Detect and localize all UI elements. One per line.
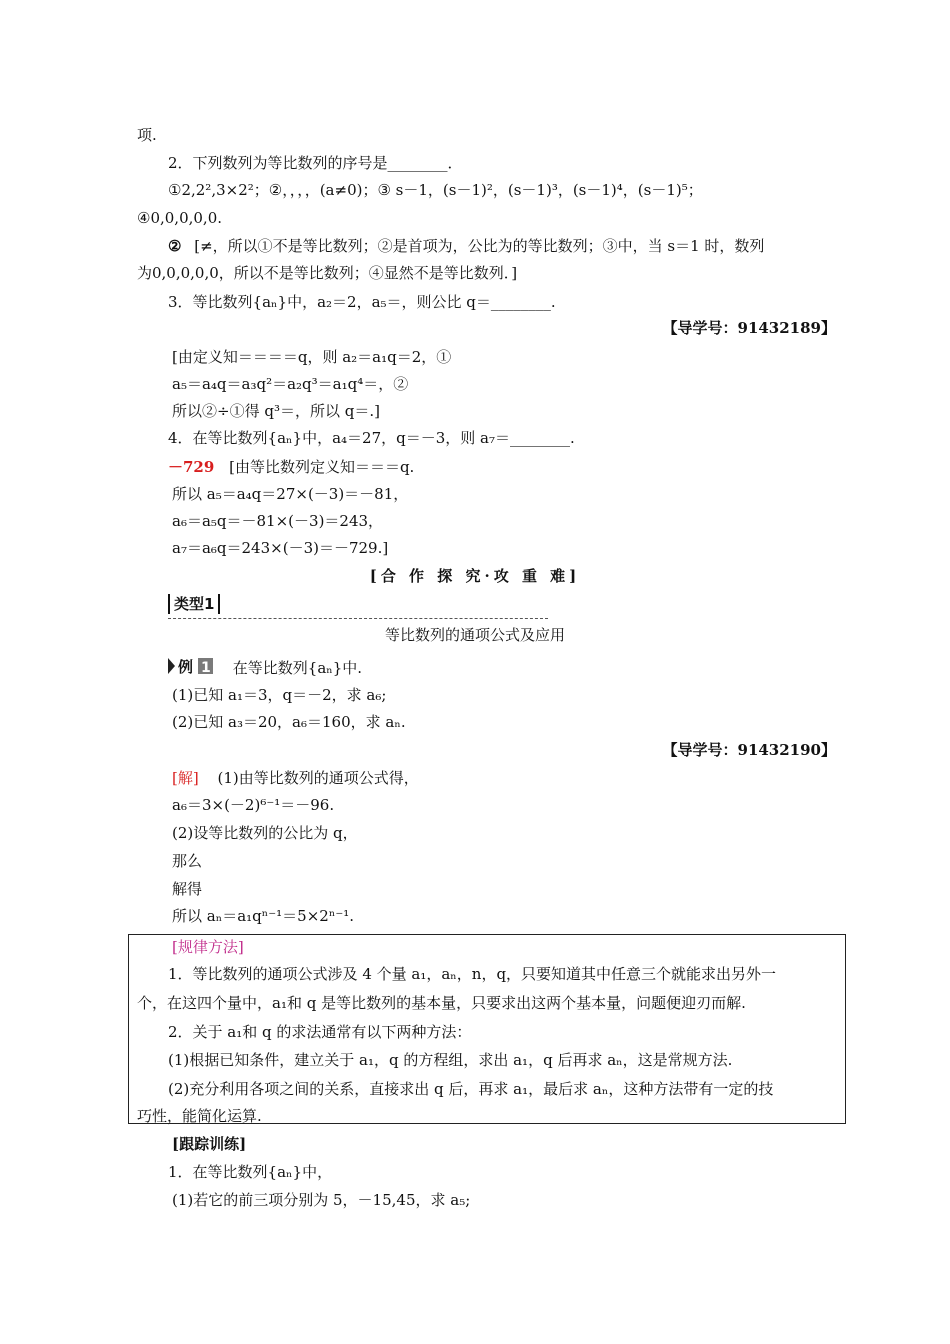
answer-4 xyxy=(168,457,414,477)
method-line6: 巧性，能简化运算. xyxy=(137,1107,262,1125)
question-4: 4．在等比数列{aₙ}中，a₄＝27，q＝－3，则 a₇＝________. xyxy=(168,429,575,447)
method-line3: 2．关于 a₁和 q 的求法通常有以下两种方法： xyxy=(168,1023,472,1041)
answer-2-cont: 为0,0,0,0,0，所以不是等比数列；④显然不是等比数列．] xyxy=(137,264,518,282)
example-part-2: (2)已知 a₃＝20，a₆＝160，求 aₙ. xyxy=(172,713,406,731)
method-tag: [规律方法] xyxy=(172,938,244,956)
method-line2: 个，在这四个量中，a₁和 q 是等比数列的基本量，只要求出这两个基本量，问题便迎刃而解. xyxy=(137,994,746,1012)
solution-line5: 解得 xyxy=(172,880,203,898)
type-title: 等比数列的通项公式及应用 xyxy=(384,626,565,644)
example-label: 例 xyxy=(178,658,194,676)
guide-number: 【导学号：91432190】 xyxy=(662,741,836,759)
method-line4: (1)根据已知条件，建立关于 a₁，q 的方程组，求出 a₁，q 后再求 aₙ，这是常规方法. xyxy=(168,1051,733,1069)
answer-2 xyxy=(168,236,764,256)
answer-explanation: [由等比数列定义知＝＝＝q. xyxy=(229,458,415,476)
answer-value: ② xyxy=(168,237,182,255)
example-number: 1 xyxy=(201,660,211,676)
answer-explanation: [≠，所以①不是等比数列；②是首项为，公比为的等比数列；③中，当 s＝1 时，数列 xyxy=(194,237,765,255)
solution-tag: [解] xyxy=(172,769,199,787)
method-line1: 1．等比数列的通项公式涉及 4 个量 a₁，aₙ，n，q，只要知道其中任意三个就能求出另外一 xyxy=(168,965,777,983)
answer-3-line3: 所以②÷①得 q³＝，所以 q＝.] xyxy=(172,402,380,420)
example-question: 在等比数列{aₙ}中. xyxy=(232,658,363,677)
solution-line2: a₆＝3×(－2)⁶⁻¹＝－96. xyxy=(172,796,335,814)
example-part-1: (1)已知 a₁＝3，q＝－2，求 a₆; xyxy=(172,686,387,704)
line-item: 项. xyxy=(137,126,157,144)
answer-4-line2: 所以 a₅＝a₄q＝27×(－3)＝－81， xyxy=(172,485,409,503)
method-line5: (2)充分利用各项之间的关系，直接求出 q 后，再求 a₁，最后求 aₙ，这种方法带有一定的技 xyxy=(168,1080,774,1098)
answer-3-line1: [由定义知＝＝＝＝q，则 a₂＝a₁q＝2，① xyxy=(172,348,452,366)
solution-line4: 那么 xyxy=(172,852,203,870)
question-2: 2．下列数列为等比数列的序号是________． xyxy=(168,154,463,172)
solution-line6: 所以 aₙ＝a₁qⁿ⁻¹＝5×2ⁿ⁻¹. xyxy=(172,907,355,925)
guide-number: 【导学号：91432189】 xyxy=(662,319,836,337)
solution-line3: (2)设等比数列的公比为 q， xyxy=(172,824,358,842)
answer-value: －729 xyxy=(168,458,215,476)
answer-4-line3: a₆＝a₅q＝－81×(－3)＝243， xyxy=(172,512,384,530)
answer-4-line4: a₇＝a₆q＝243×(－3)＝－729.] xyxy=(172,539,389,557)
type-rule xyxy=(168,618,548,619)
type-label: 类型1 xyxy=(168,594,220,614)
section-header: [合 作 探 究·攻 重 难] xyxy=(369,567,581,585)
question-3: 3．等比数列{aₙ}中，a₂＝2，a₅＝，则公比 q＝________. xyxy=(168,293,556,311)
question-2-options: ①2,2²,3×2²；②，，，，(a≠0)；③ s－1，(s－1)²，(s－1)³，(s－1)⁴，(s－1)⁵； xyxy=(168,181,703,199)
example-header xyxy=(168,656,362,681)
example-badge xyxy=(168,656,218,681)
training-line2: (1)若它的前三项分别为 5，－15,45，求 a₅; xyxy=(172,1191,471,1209)
question-2-option-4: ④0,0,0,0,0. xyxy=(137,209,223,227)
solution-text: (1)由等比数列的通项公式得， xyxy=(217,769,419,787)
type-box xyxy=(168,594,548,620)
answer-3-line2: a₅＝a₄q＝a₃q²＝a₂q³＝a₁q⁴＝，② xyxy=(172,375,409,393)
training-line1: 1．在等比数列{aₙ}中， xyxy=(168,1163,333,1181)
training-tag: [跟踪训练] xyxy=(172,1135,247,1153)
solution-line1 xyxy=(172,768,419,788)
